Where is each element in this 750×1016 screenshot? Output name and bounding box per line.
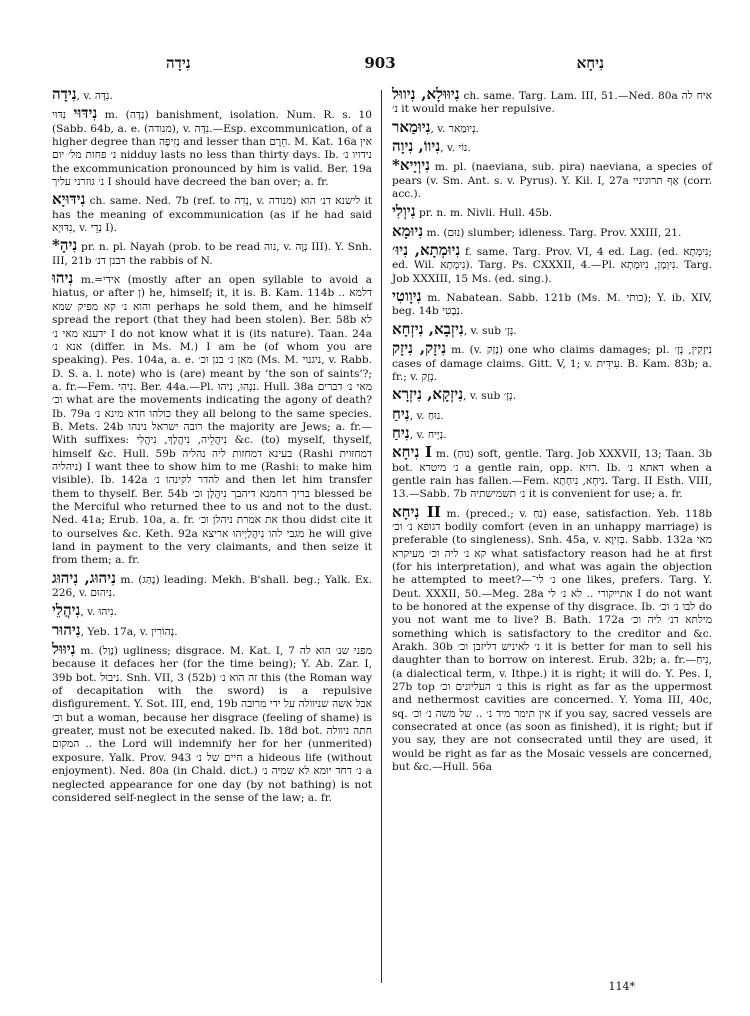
entry-text: pr. n. m. Nivli. Hull. 45b. [415,207,553,220]
dictionary-entry [52,620,372,639]
entry-headword: נִיחָא II [392,502,441,521]
dictionary-entry [392,241,713,286]
dictionary-entry [392,287,712,319]
dictionary-entry [392,137,712,156]
dictionary-entry [392,156,712,201]
entry-headword: נִיזְקָא, נִיזְרָא [392,385,464,404]
entry-headword: נִיוּמָא [392,221,424,240]
entry-text: m. (נוּם) slumber; idleness. Targ. Prov. XXIII, 21. [423,226,682,239]
entry-text: , v. נוֹי. [440,142,471,155]
entry-text: , v. נִדָּה. [76,90,113,102]
entry-text: m. pl. (naeviana, sub. pira) naeviana, a species of pears (v. Sm. Ant. s. v. Pyrus). Y. Kil. I, 27a אַף תרוגיניי (corr. acc.). [392,161,712,201]
entry-headword: נִיוּמְתָא, נִיוּ׳ [392,241,461,260]
header-guide-word-left: נִידָה [166,54,191,72]
entry-headword: נִיחַ [392,423,410,442]
dictionary-entry [392,319,712,338]
dictionary-entry [392,117,712,136]
entry-text: , v. sub נְזָ׳. [463,390,516,403]
entry-headword: נִיחַ [392,404,410,423]
dictionary-entry [52,85,372,103]
dictionary-entry [52,236,372,268]
page-header [56,54,704,78]
entry-headword: נִיוּוּל [52,640,76,659]
dictionary-entry [52,269,372,568]
entry-text: , v. sub נְזָ׳. [463,324,517,337]
entry-headword: נִיוָוטִי [392,287,422,306]
entry-text: ch. same. Ned. 7b (ref. to נְדִה, v. מנודה) לישנא דנ׳ הוא it has the meaning of excommunication (as if he had said נִדּוּיָא, v. נְדֵי I). [52,195,372,235]
dictionary-entry [392,221,712,240]
entry-headword: נִידּוּי [73,104,98,123]
entry-text: , v. נִיהוּ. [80,606,117,619]
dictionary-entry [392,85,712,117]
page-number: 903 [364,54,396,72]
entry-text: , Yeb. 17a, v. נְהוֹרִין. [80,625,178,638]
entry-text: m. (preced.; v. נֹחַ) ease, satisfaction. Yeb. 118b דגופא נ׳ וכ׳ bodily comfort (even in an unhappy marriage) is preferable (to singleness). Snh. 45a, v. בְּזִיוָא. Sabb. 132a מאי קא נ׳ ליה וכ׳ מעיקרא what satisfactory reason had he at first (for his interpretation), and what was again the objection he attempted to meet?—נ׳ לי־ one likes, prefers. Targ. Y. Deut. XXXII, 50.—Meg. 28a אתייקורי .. לא נ׳ לי I do not want to be honored at the expense of thy disgrace. Ib. לבו נ׳ וכ׳ do you not want me to live? B. Bath. 172a מילתא דנ׳ ליה וכ׳ something which is satisfactory to the creditor and &c. Arakh. 30b נ׳ לאיניש דליזבן וכ׳ it is better for man to sell his daughter than to borrow on interest. Erub. 32b; a. fr.—נִיחַ, (a dialectical term, v. Ithpe.) it is right; it will do. Y. Pes. I, 27b top נ׳ העליונים וכ׳ this is right as far as the uppermost and nethermost cavities are concerned. Y. Yoma III, 40c, sq. אין תימר מיד נ׳ .. של משה נ׳ וכ׳ if you say, sacred vessels are consecrated at once (as soon as finished), it is right; but if you say, they are not consecrated until they are used, it would be right as far as the Mosaic vessels are concerned, but &c.—Hull. 56a [392,507,713,774]
dictionary-entry [392,404,712,423]
entry-headword: נִיהוּר [52,620,81,639]
dictionary-entry [52,568,373,601]
column-divider [381,90,382,983]
entry-text: נִדּוּי m. (נָדָה) banishment, isolation. Num. R. s. 10 (Sabb. 64b, a. e. (מנודה), v. נִדָּה.—Esp. excommunication, of a higher degree than נְזִיפָה and lesser than חֵרֶם. M. Kat. 16a אין נ׳ פחות מל׳ יום nidduy lasts no less than thirty days. Ib. נידויו נ׳ the excommunication pronounced by him is valid. Ber. 19a נ׳ גוזרני עליך I should have decreed the ban over; a. fr. [52,109,373,189]
entry-text: , v. נְיָיח. [409,428,447,441]
entry-headword: נִיהוּ [52,269,74,288]
entry-headword: נִידּוּיָא [52,190,86,209]
entry-headword: נִיווֹ, נִיוָה [392,137,441,156]
entry-text: pr. n. pl. Nayah (prob. to be read נוה, v. נְוֶה III). Y. Snh. III, 21b רבנן דנ׳ the rabbis of N. [52,241,372,267]
entry-text: m. (נוּחַ) soft, gentle. Targ. Job XXXVII, 13; Taan. 3b bot. נ׳ מיטרא a gentle rain, opp. רזיא. Ib. דאתא נ׳ when a gentle rain has fallen.—Fem. נִיחָא, נִיחָתָא. Targ. II Esth. VIII, 13.—Sabb. 7b נ׳ תשמישתיה it is convenient for use; a. fr. [392,448,713,501]
dictionary-entry [52,601,372,620]
dictionary-entry [52,640,373,805]
entry-text: ch. same. Targ. Lam. III, 51.—Ned. 80a איח לה נ׳ it would make her repulsive. [392,90,712,116]
entry-headword: נִיזְבָא, נִיזְחָא [392,319,464,338]
entry-text: , v. נְיוּמַאר. [430,122,479,135]
entry-text: m. (נְוַל) ugliness; disgrace. M. Kat. I, 7 מפני שנ׳ הוא לה because it defaces her (for the time being); Y. Ab. Zar. I, 39b bot. ניבוּל. Snh. VII, 3 (52b) זה הוא נ׳ this (the Roman way of decapitation with the sword) is a repulsive disfigurement. Y. Sot. III, end, 19b אבל אשה שניוולה על ידי מרובה וכ׳ but a woman, because her disgrace (feeling of shame) is greater, must not be executed naked. Ib. 18d bot. חתה ניוולה .. המקום the Lord will indemnify her for her (unmerited) exposure. Yalk. Prov. 943 חיים של נ׳ a hideous life (without enjoyment). Ned. 80a (in Chald. dict.) נ׳ דחד יומא לא שמיה נ׳ a neglected appearance for one day (by not bathing) is not considered self-neglect in the sense of the law; a. fr. [52,645,373,804]
entry-text: m. (v. נְזַק) one who claims damages; pl. נִיזָקִין, נְזָ׳ cases of damage claims. Gitt. V, 1; v. עִידִּית. B. Kam. 83b; a. fr.; v. נְזָק. [392,344,712,383]
dictionary-entry [392,443,713,501]
dictionary-entry [392,385,712,404]
dictionary-entry [392,202,712,221]
entry-text: f. same. Targ. Prov. VI, 4 ed. Lag. (ed. נִימְתָא; ed. Wil. נִימָתָא). Targ. Ps. CXXXII, 4.—Pl. נִיוְמָן, נִיוּמְתָא. Targ. Job XXXIII, 15 Ms. (ed. sing.). [392,246,713,285]
entry-headword: נִיחָא I [392,443,433,462]
dictionary-entry [392,339,712,384]
signature-mark: 114* [608,980,635,993]
entry-headword: נִיהֲלֵי [52,601,81,620]
entry-text: m. (נָהַג) leading. Mekh. B'shall. beg.; Yalk. Ex. 226, v. נִיהוּם. [52,573,373,600]
right-column [392,85,713,778]
dictionary-entry [392,502,713,775]
entry-headword: נִידָה [52,85,77,103]
entry-text: m. Nabatean. Sabb. 121b (Ms. M. כותי); Y. ib. XIV, beg. 14b נְבָטִי. [392,292,712,318]
entry-headword: נִיהוּג, נִיהוּג [52,568,116,587]
dictionary-entry [52,104,373,189]
left-column [52,85,373,809]
entry-headword: נִיוּוּלָא, נִיווּל [392,85,460,103]
dictionary-entry [52,190,372,235]
entry-headword: *נִיהָ [52,236,78,255]
entry-headword: נִיוּמַאר [392,117,431,136]
entry-headword: נִיזָק, נִיזָק [392,339,447,358]
entry-text: , v. נוּחַ. [409,409,444,422]
dictionary-entry [392,423,712,442]
header-guide-word-right: נִיחָא [576,54,604,72]
entry-text: m.=אידי (mostly after an open syllable to avoid a hiatus, or after ן) he, himself; it, it is. B. Kam. 114b דלמא .. והוא נ׳ קא מפיק שמא perhaps he sold them, and he himself spread the report (that they had been stolen). Ber. 58b לא ידענא מאי נ׳ I do not know what it is (its nature). Taan. 24a אנא נ׳ (differ. in Ms. M.) I am he (of whom you are speaking). Pes. 104a, a. e. מאן נ׳ בנן וכ׳ (Ms. M. ניגנוי, v. Rabb. D. S. a. l. note) who is (are) meant by ‘the son of saints’?; a. fr.—Fem. נִיהִי. Ber. 44a.—Pl. נִנְהוּ, נִיהוּ. Hull. 38a מאי נ׳ דברים וכ׳ what are the movements indicating the agony of death? Ib. 79a כולהו חדא מינא נ׳ they all belong to the same species. B. Mets. 24b רובה ישראל נינהו the majority are Jews; a. fr.—With suffixes: נִיהֲלֵיה, נִיהֲלָךְ, נִיהֲלִי &c. (to) myself, thyself, himself &c. Hull. 59b בעינא דמחזות ליה נהליה (Rashi דמחזוית ניהליה) I want thee to show him to me (Rashi: to make him visible). Ib. 142a להדר לקינהו נ׳ and then let him transfer them to thyself. Ber. 54b בריך רחמנא דיהבך נִיהֲלָן וכ׳ blessed be the Merciful who returned thee to us and not to the dust. Ned. 41a; Erub. 10a, a. fr. את אמרת ניהלן וכ׳ thou didst cite it to ourselves &c. Keth. 92a מגבי להו נִיהֲלַיְיהוּ אריצא he will give land in payment to the very claimants, and then seize it from them; a. fr. [52,274,372,567]
entry-headword: נִיוְלִי [392,202,416,221]
entry-headword: *נִיוְיָיא [392,156,431,175]
